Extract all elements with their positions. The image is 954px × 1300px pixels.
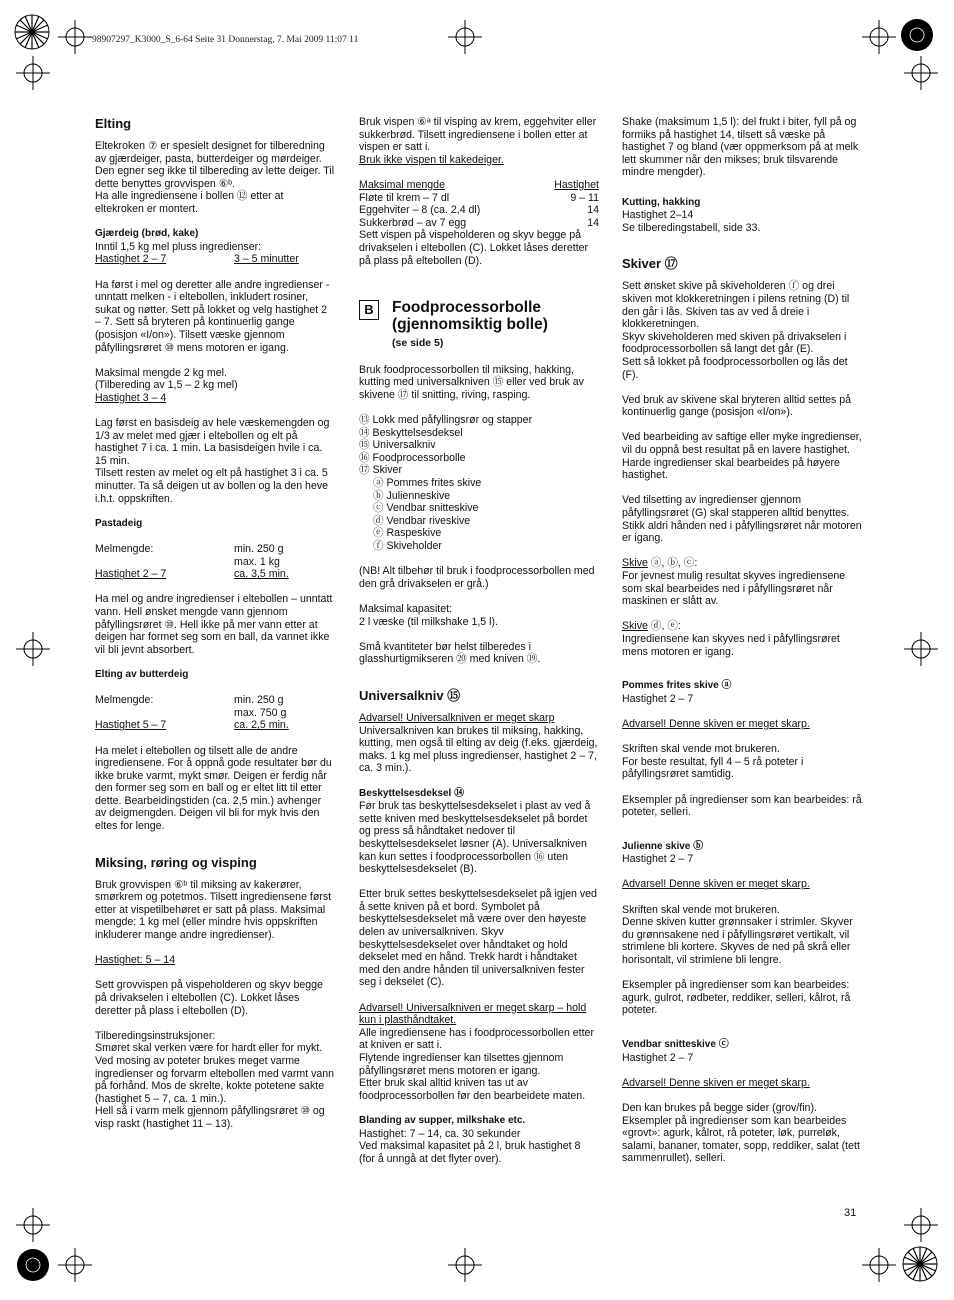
paragraph: Hastighet 2 – 7 [622, 1051, 694, 1064]
paragraph: Ha først i mel og deretter alle andre ingredienser - unntatt melken - i eltebollen, inkludert rosiner, sukat og nøtter. Sett på lokket og velg hastighet 2 – 7. Sett så bryteren på kontinuerlig gange (posisjon «I/on»). Tilsett væske gjennom påfyllingsrøret ⑩ mens motoren er igang. [95, 278, 330, 354]
subsection-title: Pastadeig [95, 517, 143, 529]
spec-value: ca. 2,5 min. [234, 719, 289, 732]
section-subtitle: (se side 5) [392, 337, 444, 350]
spec-label [95, 556, 234, 569]
spec-value: ca. 3,5 min. [234, 568, 289, 581]
spec-value: max. 1 kg [234, 555, 280, 568]
paragraph: Den egner seg ikke til tilbereding av lette deiger. Til dette benyttes grovvispen ⑥ᵇ. [95, 165, 335, 190]
table-header [359, 179, 599, 192]
spec-label: Melmengde: [95, 543, 154, 555]
spec-row [95, 707, 335, 720]
paragraph: For jevnest mulig resultat skyves ingrediensene som skal bearbeides ned i påfyllingsrøret når maskinen er slått av. [622, 570, 846, 608]
speed-label: Hastighet: 5 – 14 [95, 954, 176, 967]
paragraph: Universalkniven kan brukes til miksing, hakking, kutting, men også til elting av deig (f.eks. gjærdeig, maks. 1 kg mel pluss ingredienser, hastighet 2 – 7, ca. 3 min.). [359, 724, 598, 775]
table-row [359, 217, 599, 230]
spec-row [95, 719, 335, 732]
list-item: ⑭ Beskyttelsesdeksel [359, 426, 463, 439]
section-title: Elting [95, 116, 132, 131]
paragraph: Maksimal mengde 2 kg mel. [95, 366, 227, 379]
registration-mark-icon [16, 1208, 50, 1242]
table-cell: 9 – 11 [570, 191, 599, 204]
speed-label: Hastighet 2 – 7 [95, 253, 167, 266]
paragraph: Etter bruk skal alltid kniven tas ut av foodprocessorbollen før den bearbeidete maten. [359, 1077, 586, 1102]
paragraph: Bruk grovvispen ⑥ᵇ til miksing av kakerører, smørkrem og potetmos. Tilsett ingrediensene først etter at vispetilbehøret er satt på plass. Maksimal mengde: 1 kg mel (eller mindre hvis oppskriften inkluderer mange andre ingredienser). [95, 878, 332, 942]
paragraph: Hastighet 2–14 [622, 209, 694, 222]
paragraph: Skriften skal vende mot brukeren. [622, 743, 780, 756]
list-item: ⓓ Vendbar riveskive [373, 514, 471, 527]
paragraph: Hastighet: 7 – 14, ca. 30 sekunder [359, 1127, 521, 1140]
paragraph: Ved tilsetting av ingredienser gjennom påfyllingsrøret (G) skal stapperen alltid benyttes. Stikk aldri hånden ned i påfyllingsrøret når motoren er igang. [622, 494, 862, 545]
paragraph: Hell så i varm melk gjennom påfyllingsrøret ⑩ og visp raskt (hastighet 11 – 13). [95, 1105, 325, 1130]
paragraph: Smøret skal verken være for hardt eller for mykt. Ved mosing av poteter brukes meget varme ingredienser og forvarm eltebollen med varmt vann på forhånd. Mos de skrelte, kokte potetene sakte (hastighet 5 – 7, ca. 1 min.). [95, 1042, 335, 1105]
warning-text: Advarsel! Denne skiven er meget skarp. [622, 878, 810, 891]
paragraph: Ved maksimal kapasitet på 2 l, bruk hastighet 8 (for å unngå at det flyter over). [359, 1140, 581, 1165]
column-1 [95, 116, 335, 1131]
disc-refs: ⓐ, ⓑ, ⓒ: [647, 557, 698, 570]
registration-mark-icon [16, 56, 50, 90]
paragraph: Bruk vispen ⑥ᵃ til visping av krem, eggehviter eller sukkerbrød. Tilsett ingrediensene i bollen etter at vispen er satt i. [359, 116, 597, 154]
subsection-title: Elting av butterdeig [95, 668, 189, 680]
paragraph [622, 557, 862, 570]
warning-text: Advarsel! Universalkniven er meget skarp [359, 711, 555, 724]
disc-refs: ⓓ, ⓔ: [647, 620, 681, 633]
registration-mark-icon [904, 632, 938, 666]
registration-mark-icon [58, 1248, 92, 1282]
table-cell: Eggehviter – 8 (ca. 2,4 dl) [359, 204, 481, 217]
print-header: 98907297_K3000_S_6-64 Seite 31 Donnerstag, 7. Mai 2009 11:07 11 [92, 35, 359, 45]
spec-value: max. 750 g [234, 706, 287, 719]
table-cell: Fløte til krem – 7 dl [359, 191, 450, 204]
paragraph: Shake (maksimum 1,5 l): del frukt i biter, fyll på og formiks på hastighet 14, tilsett så væske på hastighet 7 og bland (vær oppmerksom på at melk lett skummer når den mikses; bruk tilsvarende mindre mengder). [622, 116, 859, 179]
paragraph: Inntil 1,5 kg mel pluss ingredienser: [95, 240, 262, 253]
subsection-title: Beskyttelsesdeksel ⑭ [359, 787, 465, 799]
table-cell: 14 [587, 204, 599, 217]
section-title: Skiver ⑰ [622, 256, 678, 272]
paragraph: Eltekroken ⑦ er spesielt designet for tilberedning av gjærdeiger, pasta, butterdeiger og mørdeiger. [95, 140, 325, 165]
section-title: Universalkniv ⑮ [359, 687, 461, 703]
paragraph: Denne skiven kutter grønnsaker i strimler. Skyver du grønnsakene ned i påfyllingsrøret vertikalt, vil strimlene bli kortere. Skyves de ned på skrå eller horisontalt, vil strimlene bli lengre. [622, 916, 853, 967]
section-letter-badge: B [359, 300, 379, 320]
spec-value: min. 250 g [234, 543, 284, 555]
subsection-title: Julienne skive ⓑ [622, 840, 704, 852]
speed-label: Hastighet 3 – 4 [95, 391, 167, 404]
list-item: ⓒ Vendbar snitteskive [373, 502, 479, 515]
disc-label: Skive [622, 620, 648, 633]
subsection-title: Pommes frites skive ⓐ [622, 680, 732, 692]
paragraph [622, 620, 862, 633]
subsection-title: Vendbar snitteskive ⓒ [622, 1039, 729, 1050]
paragraph: Eksempler på ingredienser som kan bearbeides: agurk, gulrot, rødbeter, reddiker, selleri, kålrot, rå poteter. [622, 979, 851, 1017]
subsection-title: Kutting, hakking [622, 196, 701, 208]
table-cell: 14 [587, 216, 599, 229]
paragraph: Sett ønsket skive på skiveholderen ⓕ og drei skiven mot klokkeretningen i pilens retning (D) til den går i lås. Skiven tas av ved å dreie i klokkeretningen. [622, 280, 850, 331]
paragraph: Ingrediensene kan skyves ned i påfyllingsrøret mens motoren er igang. [622, 632, 840, 658]
column-2 [359, 116, 599, 1165]
spec-label: Melmengde: [95, 694, 154, 707]
paragraph: Lag først en basisdeig av hele væskemengden og 1/3 av melet med gjær i eltebollen og elt på hastighet 7 i ca. 1 min. La basisdeigen hvile i ca. 15 min. [95, 417, 330, 467]
paragraph: Hastighet 2 – 7 [622, 853, 694, 866]
paragraph: Sett grovvispen på vispeholderen og skyv begge på drivakselen i eltebollen (C). Lokket låses deretter på plass i eltebollen (D). [95, 979, 323, 1017]
paragraph: Se tilberedingstabell, side 33. [622, 221, 761, 234]
starburst-mark-icon [16, 1248, 50, 1282]
paragraph: Flytende ingredienser kan tilsettes gjennom påfyllingsrøret mens motoren er igang. [359, 1052, 564, 1077]
list-item: ⓑ Julienneskive [373, 489, 451, 502]
section-title: Foodprocessorbolle (gjennomsiktig bolle) [392, 299, 548, 334]
page-number: 31 [844, 1207, 857, 1219]
paragraph: Alle ingrediensene has i foodprocessorbollen etter at kniven er satt i. [359, 1026, 594, 1052]
paragraph: Små kvantiteter bør helst tilberedes i glasshurtigmikseren ⑳ med kniven ⑲. [359, 640, 541, 666]
paragraph: For beste resultat, fyll 4 – 5 rå poteter i påfyllingsrøret samtidig. [622, 755, 804, 781]
column-3 [622, 116, 862, 1165]
list-item: ⓔ Raspeskive [373, 527, 442, 540]
paragraph: Sett vispen på vispeholderen og skyv begge på drivakselen i eltebollen (C). Lokket låses deretter på plass på eltebollen (D). [359, 229, 589, 267]
registration-mark-icon [862, 1248, 896, 1282]
spec-row [95, 694, 335, 707]
paragraph: Bruk foodprocessorbollen til miksing, hakking, kutting med universalkniven ⑮ eller ved bruk av skivene ⑰ til snitting, riving, rasping. [359, 363, 584, 401]
warning-text: Advarsel! Universalkniven er meget skarp – hold kun i plasthåndtaket. [359, 1001, 587, 1027]
registration-mark-icon [904, 1208, 938, 1242]
disc-label: Skive [622, 557, 648, 570]
list-item: ⑰ Skiver [359, 464, 402, 477]
paragraph: Ved bruk av skivene skal bryteren alltid settes på kontinuerlig gange (posisjon «I/on»). [622, 393, 852, 419]
registration-mark-icon [448, 1248, 482, 1282]
spec-row [95, 568, 335, 581]
registration-mark-icon [904, 56, 938, 90]
subsection-title: Gjærdeig (brød, kake) [95, 228, 199, 240]
paragraph: Ha mel og andre ingredienser i eltebollen – unntatt vann. Hell ønsket mengde vann gjennom påfyllingsrøret ⑩. Hell ikke på mer vann etter at deigen har formet seg som en ball, da vannet ikke vil bli jevnt absorbert. [95, 593, 333, 656]
paragraph: Etter bruk settes beskyttelsesdekselet på igjen ved å sette kniven på et bord. Symbolet på beskyttelsesdekselet må være over den høyeste delen av universalkniven. Skyv beskyttelsesdekselet over håndtaket og hold dekselet med en hånd. Trekk hardt i håndtaket med den andre hånden til universalkniven fester seg i dekselet (C). [359, 888, 597, 989]
paragraph: (Tilbereding av 1,5 – 2 kg mel) [95, 379, 238, 392]
paragraph: Skyv skiveholderen med skiven på drivakselen i foodprocessorbollen så langt det går (E). [622, 330, 847, 356]
registration-mark-icon [58, 20, 92, 54]
registration-mark-icon [448, 20, 482, 54]
paragraph: Eksempler på ingredienser som kan bearbeides: rå poteter, selleri. [622, 793, 862, 819]
paragraph: Skriften skal vende mot brukeren. [622, 903, 780, 916]
spec-label: Hastighet 2 – 7 [95, 568, 167, 581]
table-cell: Sukkerbrød – av 7 egg [359, 216, 467, 229]
paragraph: Den kan brukes på begge sider (grov/fin). [622, 1101, 817, 1114]
section-title: Miksing, røring og visping [95, 854, 257, 870]
paragraph: Ved bearbeiding av saftige eller myke ingredienser, vil du oppnå best resultat på en lavere hastighet. Harde ingredienser skal bearbeides på høyere hastighet. [622, 431, 862, 482]
table-header-cell: Hastighet [554, 178, 599, 191]
paragraph: Sett så lokket på foodprocessorbollen og lås det (F). [622, 355, 848, 381]
spec-row [95, 543, 335, 556]
list-item: ⑮ Universalkniv [359, 439, 436, 452]
warning-text: Bruk ikke vispen til kakedeiger. [359, 153, 504, 166]
list-item: ⓐ Pommes frites skive [373, 477, 482, 490]
paragraph: Hastighet 2 – 7 [622, 692, 694, 705]
speed-value: 3 – 5 minutter [234, 253, 299, 266]
section-b-heading [359, 299, 599, 350]
list-item: ⓕ Skiveholder [373, 540, 442, 553]
list-item: ⑬ Lokk med påfyllingsrør og stapper [359, 414, 533, 427]
table-row [359, 204, 599, 217]
table-row [359, 192, 599, 205]
paragraph: Maksimal kapasitet: [359, 603, 453, 615]
speed-row [95, 253, 335, 266]
registration-mark-icon [16, 632, 50, 666]
paragraph: Ha alle ingrediensene i bollen ⑫ etter at eltekroken er montert. [95, 190, 284, 215]
warning-text: Advarsel! Denne skiven er meget skarp. [622, 717, 810, 730]
warning-text: Advarsel! Denne skiven er meget skarp. [622, 1076, 810, 1089]
table-header-cell: Maksimal mengde [359, 178, 445, 191]
spec-row [95, 556, 335, 569]
paragraph: 2 l væske (til milkshake 1,5 l). [359, 615, 498, 628]
list-item: ⑯ Foodprocessorbolle [359, 451, 466, 464]
registration-mark-icon [862, 20, 896, 54]
paragraph: Tilsett resten av melet og elt på hastighet 3 i ca. 5 minutter. Ta så deigen ut av bollen og la den heve i.h.t. oppskriften. [95, 467, 329, 505]
starburst-mark-icon [14, 14, 50, 50]
starburst-mark-icon [900, 18, 934, 52]
spec-label: Hastighet 5 – 7 [95, 719, 167, 732]
paragraph: (NB! Alt tilbehør til bruk i foodprocessorbollen med den grå drivakselen er grå.) [359, 565, 595, 590]
subsection-title: Blanding av supper, milkshake etc. [359, 1114, 526, 1126]
paragraph: Ha melet i eltebollen og tilsett alle de andre ingrediensene. For å oppnå gode resultater bør du ikke bruke varmt, mykt smør. Deigen er ferdig når den former seg som en ball og er eltet litt til etter dette. Bearbeidingstiden (ca. 2,5 min.) avhenger av deigmengden. Deigen vil bli for myk hvis den eltes for lenge. [95, 744, 332, 833]
spec-label [95, 707, 234, 720]
spec-value: min. 250 g [234, 694, 284, 707]
starburst-mark-icon [902, 1246, 938, 1282]
paragraph: Før bruk tas beskyttelsesdekselet i plast av ved å sette kniven med beskyttelsesdekselet på bordet og press så håndtaket nedover til beskyttelsesdekselet løsner (A). Universalkniven kan kun settes i foodprocessorbollen ⑯ uten beskyttelsesdekselet (B). [359, 800, 591, 876]
paragraph: Eksempler på ingredienser som kan bearbeides «grovt»: agurk, kålrot, rå poteter, løk, purreløk, salami, bananer, tomater, sopp, reddiker, salat (tett sammenrullet), selleri. [622, 1114, 860, 1165]
paragraph: Tilberedingsinstruksjoner: [95, 1029, 216, 1042]
